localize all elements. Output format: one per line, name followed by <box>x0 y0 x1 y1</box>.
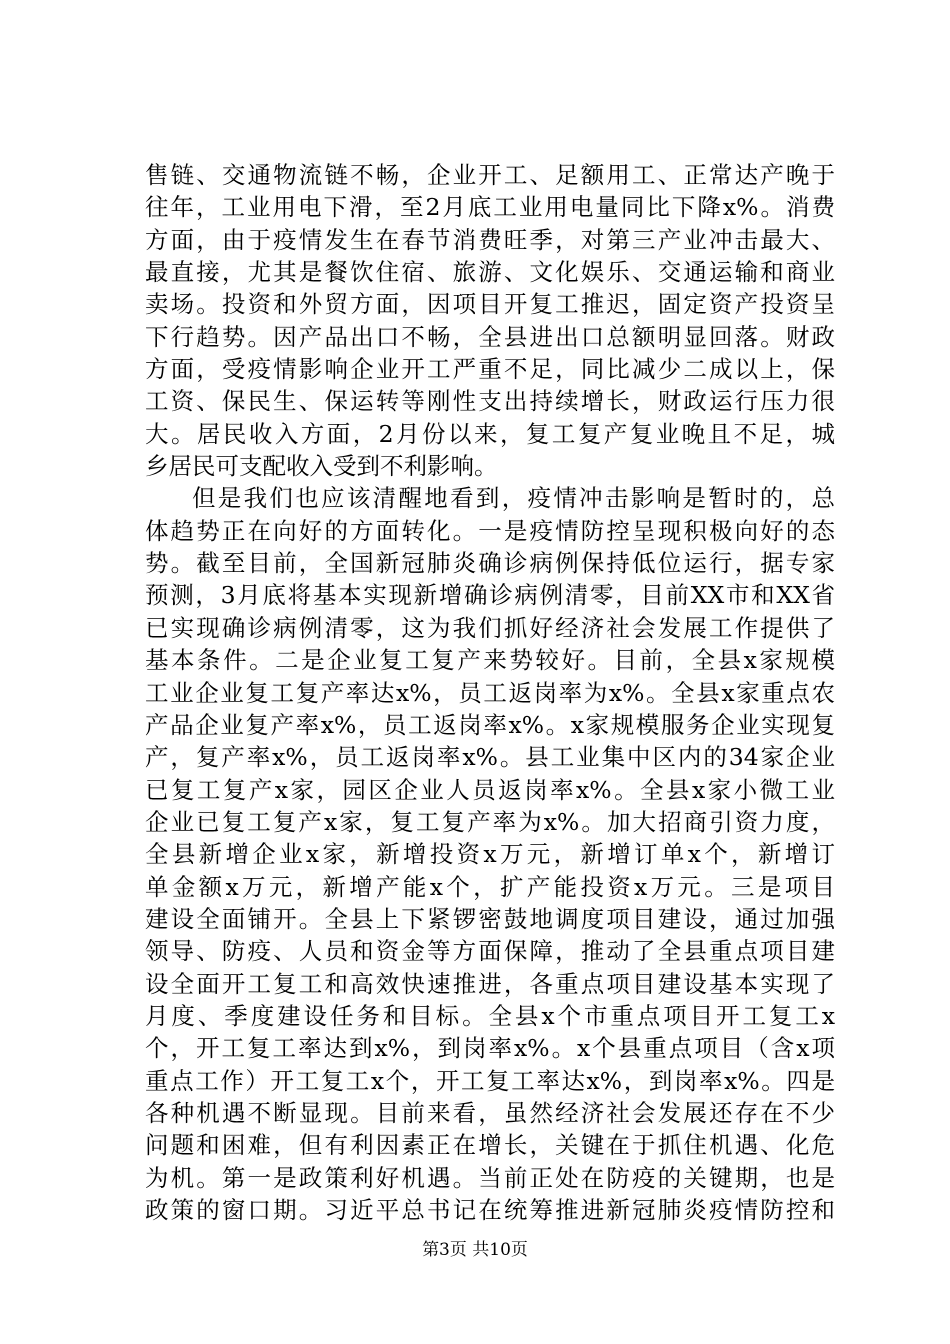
text-line: 售链、交通物流链不畅，企业开工、足额用工、正常达产晚于 <box>145 161 835 189</box>
text-line: 往年，工业用电下滑，至2月底工业用电量同比下降x%。消费 <box>145 193 835 222</box>
text-line: 全县新增企业x家，新增投资x万元，新增订单x个，新增订 <box>145 840 835 869</box>
text-line: 大。居民收入方面，2月份以来，复工复产复业晚且不足，城 <box>145 419 835 448</box>
text-line: 政策的窗口期。习近平总书记在统筹推进新冠肺炎疫情防控和 <box>145 1196 835 1224</box>
text-line: 预测，3月底将基本实现新增确诊病例清零，目前XX市和XX省 <box>145 581 835 610</box>
text-line: 体趋势正在向好的方面转化。一是疫情防控呈现积极向好的态 <box>145 516 835 545</box>
text-line: 工业企业复工复产率达x%，员工返岗率为x%。全县x家重点农 <box>145 678 835 707</box>
text-line: 重点工作）开工复工x个，开工复工率达x%，到岗率x%。四是 <box>145 1066 835 1095</box>
text-line: 已复工复产x家，园区企业人员返岗率x%。全县x家小微工业 <box>145 775 835 804</box>
text-line: 问题和困难，但有利因素正在增长，关键在于抓住机遇、化危 <box>145 1131 835 1160</box>
text-line: 设全面开工复工和高效快速推进，各重点项目建设基本实现了 <box>145 969 835 998</box>
text-line: 方面，受疫情影响企业开工严重不足，同比减少二成以上，保 <box>145 355 835 384</box>
text-line: 方面，由于疫情发生在春节消费旺季，对第三产业冲击最大、 <box>145 225 835 254</box>
page-footer: 第3页 共10页 <box>422 1240 528 1260</box>
text-line: 但是我们也应该清醒地看到，疫情冲击影响是暂时的，总 <box>192 484 835 513</box>
text-line: 卖场。投资和外贸方面，因项目开复工推迟，固定资产投资呈 <box>145 290 835 319</box>
text-line: 产，复产率x%，员工返岗率x%。县工业集中区内的34家企业 <box>145 743 835 772</box>
text-line: 已实现确诊病例清零，这为我们抓好经济社会发展工作提供了 <box>145 613 835 642</box>
text-line: 基本条件。二是企业复工复产来势较好。目前，全县x家规模 <box>145 646 835 675</box>
body-text <box>145 159 835 1226</box>
text-line: 下行趋势。因产品出口不畅，全县进出口总额明显回落。财政 <box>145 322 835 351</box>
text-line: 月度、季度建设任务和目标。全县x个市重点项目开工复工x <box>145 1001 835 1030</box>
text-line: 个，开工复工率达到x%，到岗率x%。x个县重点项目（含x项 <box>145 1034 835 1063</box>
text-line: 乡居民可支配收入受到不利影响。 <box>145 452 498 481</box>
text-line: 领导、防疫、人员和资金等方面保障，推动了全县重点项目建 <box>145 937 835 966</box>
text-line: 企业已复工复产x家，复工复产率为x%。加大招商引资力度， <box>145 807 835 836</box>
text-line: 最直接，尤其是餐饮住宿、旅游、文化娱乐、交通运输和商业 <box>145 258 835 287</box>
text-line: 工资、保民生、保运转等刚性支出持续增长，财政运行压力很 <box>145 387 835 416</box>
text-line: 建设全面铺开。全县上下紧锣密鼓地调度项目建设，通过加强 <box>145 904 835 933</box>
text-line: 势。截至目前，全国新冠肺炎确诊病例保持低位运行，据专家 <box>145 549 835 578</box>
text-line: 各种机遇不断显现。目前来看，虽然经济社会发展还存在不少 <box>145 1098 835 1127</box>
text-line: 为机。第一是政策利好机遇。当前正处在防疫的关键期，也是 <box>145 1163 835 1192</box>
text-line: 产品企业复产率x%，员工返岗率x%。x家规模服务企业实现复 <box>145 710 835 739</box>
text-line: 单金额x万元，新增产能x个，扩产能投资x万元。三是项目 <box>145 872 835 901</box>
